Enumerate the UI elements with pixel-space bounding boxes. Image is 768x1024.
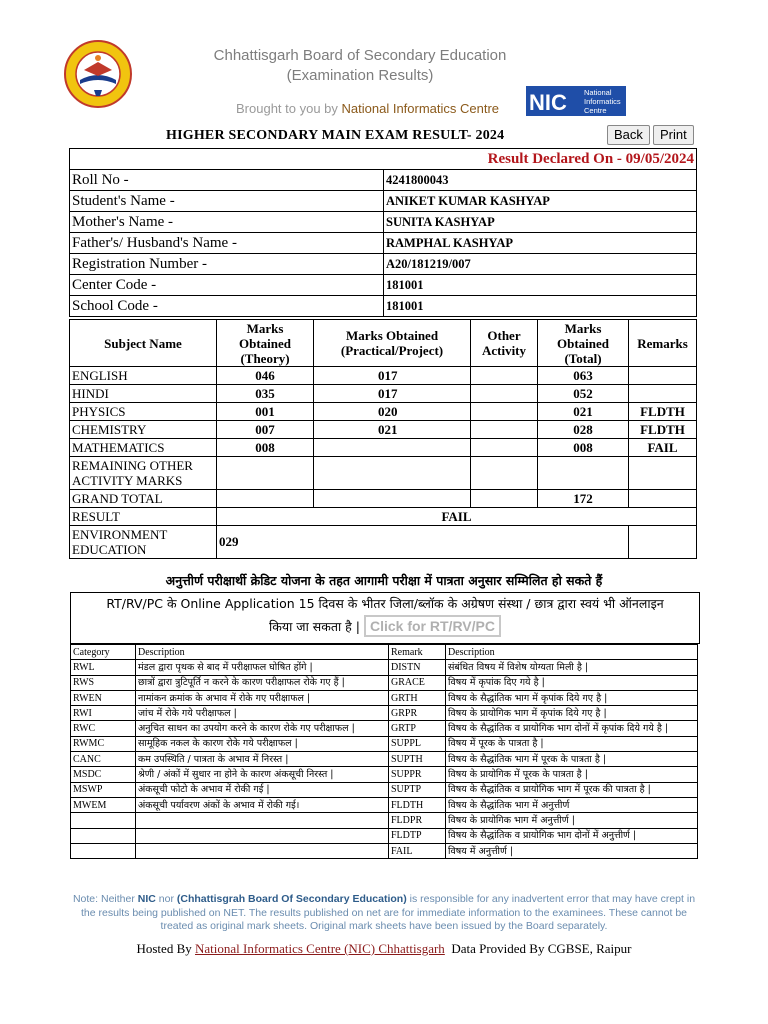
nic-logo-line1: National [584,88,612,97]
table-row [70,490,697,508]
codes-table [70,644,698,859]
mother-name: SUNITA KASHYAP [384,212,697,233]
empty-cell [629,490,697,508]
table-row [70,526,697,559]
grand-total: 172 [538,490,629,508]
student-name: ANIKET KUMAR KASHYAP [384,191,697,212]
env-education-label [70,526,217,559]
disclaimer-note [66,893,702,934]
theory-marks: 007 [217,421,314,439]
nic-link[interactable]: National Informatics Centre [341,101,500,116]
code-category: RWEN [71,690,136,705]
table-row [71,706,698,721]
roll-number: 4241800043 [384,170,697,191]
hosted-prefix: Hosted By [136,941,192,956]
footer-hosted [0,941,768,957]
nic-logo-text: NIC [529,90,567,115]
code-category [71,843,136,858]
nic-cg-link[interactable]: National Informatics Centre (NIC) Chhattisgarh [194,941,445,956]
table-row [70,508,697,526]
practical-marks [314,439,471,457]
board-subtitle: (Examination Results) [286,67,434,84]
code-description: कम उपस्थिति / पात्रता के अभाव में निरस्त | [136,752,389,767]
code-remark: GRACE [389,675,446,690]
empty-cell [629,526,697,559]
remarks: FAIL [629,439,697,457]
empty-cell [538,457,629,490]
total-marks: 008 [538,439,629,457]
codes-header-row [71,645,698,660]
code-description: सामूहिक नकल के कारण रोके गये परीक्षाफल | [136,736,389,751]
remarks: FLDTH [629,421,697,439]
col-theory-2: Obtained [238,335,291,351]
table-row [71,721,698,736]
other-activity [471,439,538,457]
table-row [70,212,697,233]
note-part-1: Note: Neither [72,893,138,905]
table-row [71,782,698,797]
table-row [71,797,698,812]
col-theory [217,320,314,367]
code-description: जांच में रोके गये परीक्षाफल | [136,706,389,721]
code-description: मंडल द्वारा पृथक से बाद में परीक्षाफल घोषित होंगे | [136,660,389,675]
col-practical [314,320,471,367]
code-description [136,813,389,828]
note-nic: NIC [137,893,156,905]
code-remark: FLDTH [389,797,446,812]
code-description: अंकसूची पर्यावरण अंकों के अभाव में रोकी गई। [136,797,389,812]
col-total-3: (Total) [564,350,602,366]
code-category: MWEM [71,797,136,812]
col-other-1: Other [487,328,521,343]
rt-rv-pc-button[interactable]: Click for RT/RV/PC [364,615,501,637]
empty-cell [314,490,471,508]
col-theory-3: (Theory) [240,350,290,366]
remarks: FLDTH [629,403,697,421]
marks-table [69,319,697,559]
col-total [538,320,629,367]
col-total-1: Marks [564,320,602,336]
code-remark-description: विषय के प्रायोगिक भाग में कृपांक दिये गए है | [446,706,698,721]
table-row [70,296,697,317]
marks-header-row [70,320,697,367]
code-category: RWS [71,675,136,690]
code-remark: SUPPL [389,736,446,751]
brought-by [236,101,499,116]
info-label: Registration Number - [70,254,384,275]
practical-marks: 021 [314,421,471,439]
code-category: CANC [71,752,136,767]
exam-title: HIGHER SECONDARY MAIN EXAM RESULT- 2024 [166,128,505,143]
code-category: RWC [71,721,136,736]
student-info-table [69,148,697,317]
code-remark-description: विषय के प्रायोगिक में पूरक के पात्रता है | [446,767,698,782]
rt-rv-pc-box [70,592,700,644]
code-category: RWMC [71,736,136,751]
table-row [71,660,698,675]
credit-notice: अनुत्तीर्ण परीक्षार्थी क्रेडिट योजना के तहत आगामी परीक्षा में पात्रता अनुसार सम्मिलित हो सकते हैं [165,573,603,588]
table-row [71,767,698,782]
code-remark: FLDPR [389,813,446,828]
codes-col-description2: Description [446,645,698,660]
code-category [71,813,136,828]
code-remark: GRPR [389,706,446,721]
col-other [471,320,538,367]
env-label-1: ENVIRONMENT [72,527,168,542]
empty-cell [629,457,697,490]
nic-logo-line3: Centre [584,106,607,115]
code-remark: SUPTP [389,782,446,797]
info-label: Father's/ Husband's Name - [70,233,384,254]
rt-line-1: RT/RV/PC के Online Application 15 दिवस के भीतर जिला/ब्लॉक के अग्रेषण संस्था / छात्र द्वारा स्वयं भी ऑनलाइन [106,596,664,611]
other-activity [471,421,538,439]
back-button[interactable]: Back [607,125,650,145]
table-row [70,191,697,212]
table-row [70,385,697,403]
practical-marks: 017 [314,367,471,385]
declared-row [70,149,697,170]
code-remark-description: विषय में पूरक के पात्रता है | [446,736,698,751]
col-other-2: Activity [481,343,527,358]
result-value: FAIL [217,508,697,526]
code-remark: GRTP [389,721,446,736]
note-part-3: is responsible for any inadvertent error that may have crept in the results being published on NET. The results published on net are for immediate information to the examinees. These cannot be treated as original mark sheets. Original mark sheets have been issued by the Board separately. [80,893,696,932]
page-header [0,0,768,122]
theory-marks: 035 [217,385,314,403]
theory-marks: 008 [217,439,314,457]
table-row [71,843,698,858]
result-label: RESULT [70,508,217,526]
subject-name: ENGLISH [70,367,217,385]
code-remark-description: विषय के सैद्धांतिक भाग में पूरक के पात्रता है | [446,752,698,767]
code-remark-description: विषय के सैद्धांतिक व प्रायोगिक भाग दोनों में अनुत्तीर्ण | [446,828,698,843]
table-row [71,828,698,843]
code-remark: SUPPR [389,767,446,782]
info-label: Student's Name - [70,191,384,212]
col-theory-1: Marks [246,320,284,336]
code-remark: FLDTP [389,828,446,843]
father-name: RAMPHAL KASHYAP [384,233,697,254]
col-remarks: Remarks [629,320,697,367]
subject-name: PHYSICS [70,403,217,421]
code-remark: DISTN [389,660,446,675]
code-description [136,843,389,858]
env-label-2: EDUCATION [72,542,147,557]
code-remark-description: विषय में कृपांक दिए गये है | [446,675,698,690]
code-description: अंकसूची फोटो के अभाव में रोकी गई | [136,782,389,797]
nic-logo-line2: Informatics [584,97,621,106]
remaining-activity-label [70,457,217,490]
info-label: Mother's Name - [70,212,384,233]
code-remark-description: विषय के सैद्धांतिक व प्रायोगिक भाग दोनों में कृपांक दिये गये है | [446,721,698,736]
empty-cell [471,490,538,508]
total-marks: 063 [538,367,629,385]
rt-line-2: किया जा सकता है | [269,619,360,634]
data-provided: Data Provided By CGBSE, Raipur [451,941,632,956]
brought-prefix: Brought to you by [236,101,338,116]
code-description: अनुचित साधन का उपयोग करने के कारण रोके गए परीक्षाफल | [136,721,389,736]
result-declared: Result Declared On - 09/05/2024 [70,149,697,170]
code-category: MSWP [71,782,136,797]
school-code: 181001 [384,296,697,317]
grand-total-label: GRAND TOTAL [70,490,217,508]
code-remark-description: संबंधित विषय में विशेष योग्यता मिली है | [446,660,698,675]
empty-cell [217,457,314,490]
subject-name: CHEMISTRY [70,421,217,439]
subject-name: HINDI [70,385,217,403]
table-row [71,690,698,705]
note-board: (Chhattisgrah Board Of Secondary Education) [176,893,407,905]
env-education-value: 029 [217,526,629,559]
nic-logo-icon [526,86,626,116]
table-row [70,233,697,254]
code-description: नामांकन क्रमांक के अभाव में रोके गए परीक्षाफल | [136,690,389,705]
info-label: Center Code - [70,275,384,296]
remaining-label-2: ACTIVITY MARKS [72,473,183,488]
cgbse-logo-icon [64,40,132,108]
practical-marks: 017 [314,385,471,403]
theory-marks: 001 [217,403,314,421]
table-row [70,275,697,296]
table-row [70,254,697,275]
other-activity [471,385,538,403]
codes-col-category: Category [71,645,136,660]
remarks [629,385,697,403]
info-label: School Code - [70,296,384,317]
codes-col-remark: Remark [389,645,446,660]
table-row [71,736,698,751]
total-marks: 028 [538,421,629,439]
total-marks: 052 [538,385,629,403]
empty-cell [314,457,471,490]
table-row [71,752,698,767]
code-remark: GRTH [389,690,446,705]
codes-col-description: Description [136,645,389,660]
table-row [70,421,697,439]
code-description: श्रेणी / अंकों में सुधार ना होने के कारण अंकसूची निरस्त | [136,767,389,782]
code-category: MSDC [71,767,136,782]
note-part-2: nor [155,893,177,905]
code-category [71,828,136,843]
code-remark-description: विषय के सैद्धांतिक व प्रायोगिक भाग में पूरक की पात्रता है | [446,782,698,797]
code-description [136,828,389,843]
remarks [629,367,697,385]
empty-cell [217,490,314,508]
table-row [71,675,698,690]
table-row [71,813,698,828]
theory-marks: 046 [217,367,314,385]
rt-line-2-wrap [71,615,699,638]
code-category: RWI [71,706,136,721]
empty-cell [471,457,538,490]
registration-number: A20/181219/007 [384,254,697,275]
code-remark-description: विषय के सैद्धांतिक भाग में कृपांक दिये गए है | [446,690,698,705]
other-activity [471,403,538,421]
table-row [70,457,697,490]
code-remark-description: विषय में अनुत्तीर्ण | [446,843,698,858]
code-remark: SUPTH [389,752,446,767]
info-label: Roll No - [70,170,384,191]
col-practical-1: Marks Obtained [345,328,439,343]
print-button[interactable]: Print [653,125,694,145]
subject-name: MATHEMATICS [70,439,217,457]
center-code: 181001 [384,275,697,296]
col-total-2: Obtained [556,335,609,351]
table-row [70,367,697,385]
code-remark-description: विषय के सैद्धांतिक भाग में अनुत्तीर्ण [446,797,698,812]
table-row [70,403,697,421]
board-name: Chhattisgarh Board of Secondary Education [213,47,507,64]
table-row [70,439,697,457]
total-marks: 021 [538,403,629,421]
remaining-label-1: REMAINING OTHER [72,458,193,473]
code-description: छात्रों द्वारा त्रुटिपूर्ति न करने के कारण परीक्षाफल रोके गए हैं | [136,675,389,690]
col-subject: Subject Name [70,320,217,367]
table-row [70,170,697,191]
col-practical-2: (Practical/Project) [340,343,444,358]
board-title [190,46,530,86]
code-category: RWL [71,660,136,675]
code-remark: FAIL [389,843,446,858]
practical-marks: 020 [314,403,471,421]
other-activity [471,367,538,385]
code-remark-description: विषय के प्रायोगिक भाग में अनुत्तीर्ण | [446,813,698,828]
